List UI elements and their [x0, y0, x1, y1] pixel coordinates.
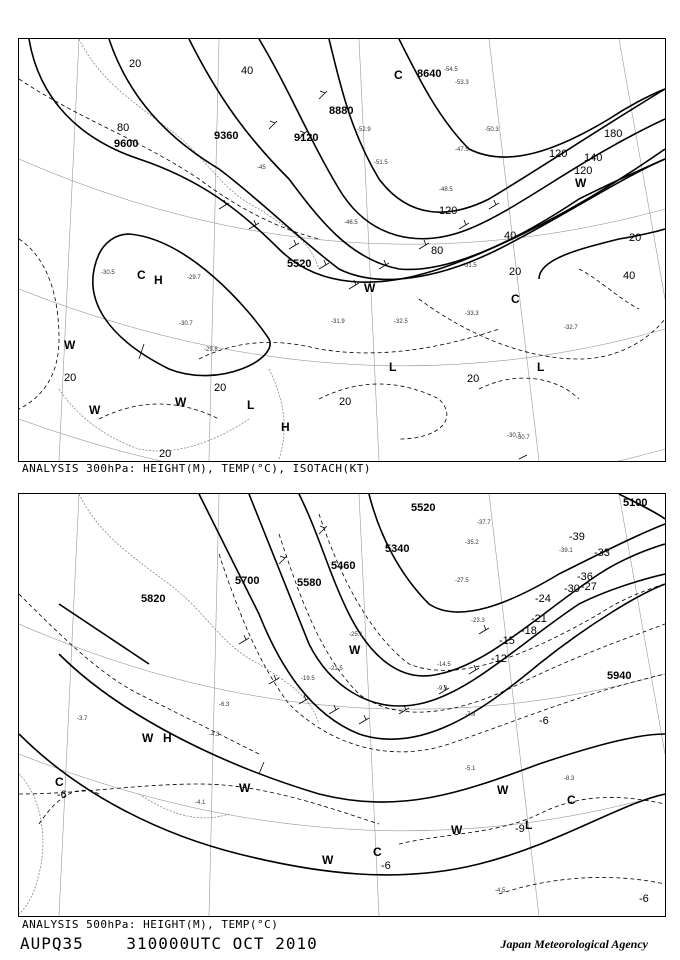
temp-obs: -8.3 [564, 776, 575, 782]
warm-marker: W [451, 823, 463, 837]
isotherm-label: -30 [564, 583, 580, 595]
height-label-9600: 9600 [114, 138, 139, 150]
isotherm-label: -39 [569, 531, 585, 543]
height-label-5820: 5820 [141, 593, 166, 605]
height-label-5520: 5520 [411, 502, 436, 514]
graticule [19, 494, 665, 916]
map-500hpa-canvas [19, 494, 665, 916]
temp-obs: -32.7 [564, 325, 578, 331]
panel-caption-300hpa: ANALYSIS 300hPa: HEIGHT(M), TEMP(°C), ISOTACH(KT) [22, 462, 372, 475]
isotach-label: 80 [431, 245, 444, 257]
temp-obs: -4.3 [209, 732, 220, 738]
temp-obs: -31.9 [331, 319, 345, 325]
temp-obs: -47.5 [455, 147, 469, 153]
height-label-8640: 8640 [417, 68, 442, 80]
isotach-label: 20 [629, 232, 642, 244]
isotherm-label: -12 [491, 653, 507, 665]
temp-obs: -35.2 [465, 540, 479, 546]
isotherm-label: -18 [521, 625, 537, 637]
height-label-5940: 5940 [607, 670, 632, 682]
temp-obs: -19.5 [301, 676, 315, 682]
low-pressure-marker: L [525, 818, 533, 832]
chart-identifier [20, 934, 318, 953]
isotherm-label: -6 [57, 789, 67, 801]
isotherm-label: -9 [515, 823, 525, 835]
temp-obs: -6.3 [219, 702, 230, 708]
temp-obs: -50.3 [485, 127, 499, 133]
height-label-5100: 5100 [623, 497, 648, 509]
isotach-label: 20 [339, 396, 352, 408]
isotach-label: 40 [623, 270, 636, 282]
isotherm-label: -6 [539, 715, 549, 727]
high-pressure-marker: H [281, 420, 290, 434]
temp-obs: -51.5 [374, 160, 388, 166]
warm-marker: W [364, 281, 376, 295]
isotach-label: 80 [117, 122, 130, 134]
height-label-8880: 8880 [329, 105, 354, 117]
height-label-5700: 5700 [235, 575, 260, 587]
temp-obs: -3.7 [77, 716, 88, 722]
height-label-5580: 5580 [297, 577, 322, 589]
temp-obs: -7.9 [465, 712, 476, 718]
cold-marker: C [567, 793, 576, 807]
isotach-label: 140 [584, 152, 603, 164]
height-label-5340: 5340 [385, 543, 410, 555]
cold-marker: C [511, 292, 520, 306]
isotherm-label: -36 [577, 571, 593, 583]
warm-marker: W [64, 338, 76, 352]
isotach-label: 20 [509, 266, 522, 278]
temp-obs: -30.7 [179, 321, 193, 327]
temp-obs: -54.5 [444, 67, 458, 73]
isotherm-label: -27 [581, 581, 597, 593]
temp-obs: -32.5 [394, 319, 408, 325]
chart-code: AUPQ35 [20, 934, 84, 953]
temp-obs: -29.8 [204, 347, 218, 353]
warm-marker: W [142, 731, 154, 745]
isotach-label: 120 [574, 165, 593, 177]
cold-marker: C [373, 845, 382, 859]
cold-marker: C [55, 775, 64, 789]
height-label-9120: 9120 [294, 132, 319, 144]
temp-obs: -9.3 [437, 686, 448, 692]
agency-credit: Japan Meteorological Agency [500, 937, 648, 951]
isotach-label: 40 [504, 230, 517, 242]
isotherm-label: -21 [531, 613, 547, 625]
high-pressure-marker: H [154, 273, 163, 287]
isotach-label: 40 [241, 65, 254, 77]
isotherm-label: -15 [499, 635, 515, 647]
height-label-5460: 5460 [331, 560, 356, 572]
high-pressure-marker: H [163, 731, 172, 745]
temp-obs: -30.7 [516, 435, 530, 441]
temp-obs: -52.9 [357, 127, 371, 133]
map-300hpa-canvas [19, 39, 665, 461]
isotach-label: 180 [604, 128, 623, 140]
low-pressure-marker: L [537, 360, 545, 374]
warm-marker: W [575, 176, 587, 190]
panel-caption-500hpa: ANALYSIS 500hPa: HEIGHT(M), TEMP(°C) [22, 918, 279, 931]
temp-obs: -31.5 [463, 263, 477, 269]
isotach-label: 20 [214, 382, 227, 394]
temp-obs: -29.7 [187, 275, 201, 281]
temp-obs: -46.5 [344, 220, 358, 226]
temp-obs: -53.3 [455, 80, 469, 86]
warm-marker: W [497, 783, 509, 797]
warm-marker: W [349, 643, 361, 657]
temp-obs: -14.5 [437, 662, 451, 668]
temp-obs: -4.5 [495, 888, 506, 894]
isotherm-label: -24 [535, 593, 551, 605]
temp-obs: -21.5 [329, 666, 343, 672]
isotherm-label: -6 [639, 893, 649, 905]
warm-marker: W [239, 781, 251, 795]
isotach-label: 120 [439, 205, 458, 217]
temp-obs: -33.3 [465, 311, 479, 317]
temp-obs: -25.1 [349, 632, 363, 638]
isotherm-label: -6 [381, 860, 391, 872]
low-pressure-marker: L [389, 360, 397, 374]
temp-obs: -27.5 [455, 578, 469, 584]
warm-marker: W [175, 395, 187, 409]
temp-obs: -39.1 [559, 548, 573, 554]
temp-obs: -30.5 [101, 270, 115, 276]
isotach-label: 20 [467, 373, 480, 385]
temp-obs: -30.7 [507, 433, 521, 439]
map-300hpa [18, 38, 666, 462]
warm-marker: W [89, 403, 101, 417]
cold-marker: C [137, 268, 146, 282]
isotach-label: 120 [549, 148, 568, 160]
isotach-label: 20 [129, 58, 142, 70]
isotach-lines [19, 79, 665, 439]
height-label-5520: 5520 [287, 258, 312, 270]
low-pressure-marker: L [247, 398, 255, 412]
temp-obs: -23.3 [471, 618, 485, 624]
warm-marker: W [322, 853, 334, 867]
temp-obs: -4.1 [195, 800, 206, 806]
map-500hpa [18, 493, 666, 917]
isotherm-label: -33 [594, 547, 610, 559]
temp-obs: -45 [257, 165, 266, 171]
temp-obs: -48.5 [439, 187, 453, 193]
isotach-label: 20 [159, 448, 172, 460]
valid-time: 310000UTC OCT 2010 [126, 934, 318, 953]
height-label-9360: 9360 [214, 130, 239, 142]
cold-marker: C [394, 68, 403, 82]
isotach-label: 20 [64, 372, 77, 384]
temp-obs: -5.1 [465, 766, 476, 772]
temp-obs: -37.7 [477, 520, 491, 526]
